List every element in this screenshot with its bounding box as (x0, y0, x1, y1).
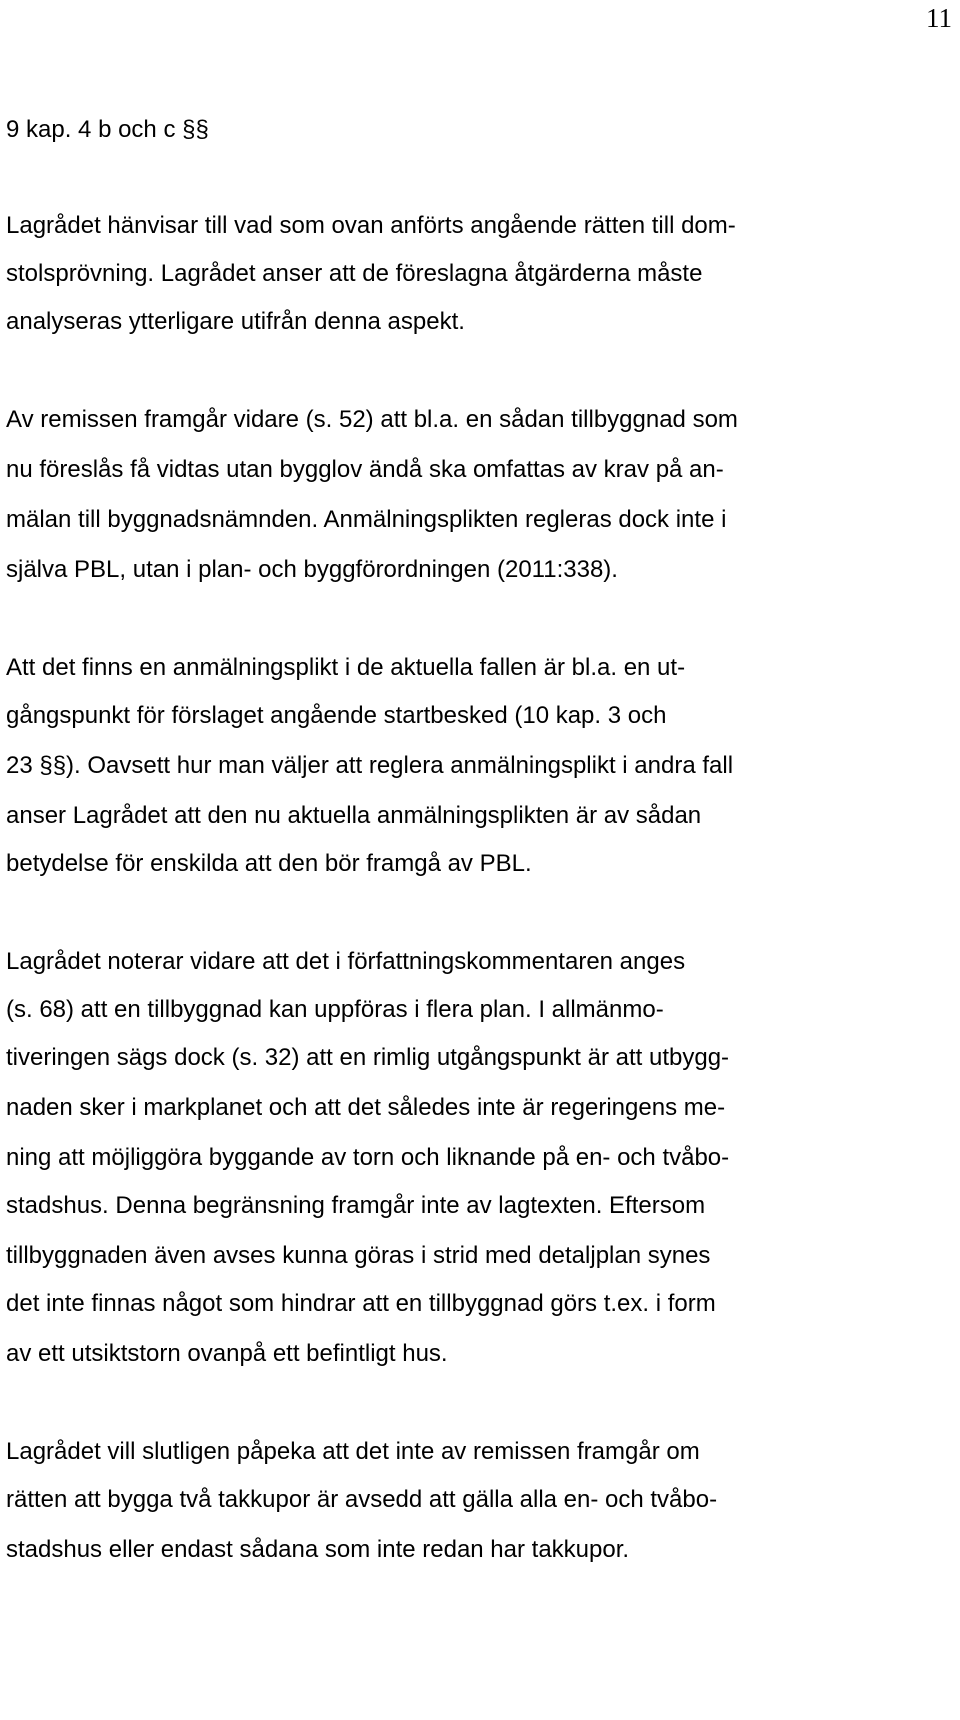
paragraph-2-line-1: Av remissen framgår vidare (s. 52) att bl.a. en sådan tillbyggnad som (6, 406, 738, 433)
paragraph-4-line-2: (s. 68) att en tillbyggnad kan uppföras i flera plan. I allmänmo- (6, 996, 664, 1023)
paragraph-1-line-1: Lagrådet hänvisar till vad som ovan anförts angående rätten till dom- (6, 212, 736, 239)
paragraph-3-line-3: 23 §§). Oavsett hur man väljer att reglera anmälningsplikt i andra fall (6, 752, 734, 779)
paragraph-1-line-3: analyseras ytterligare utifrån denna aspekt. (6, 308, 465, 335)
paragraph-4-line-8: det inte finnas något som hindrar att en tillbyggnad görs t.ex. i form (6, 1290, 716, 1317)
paragraph-3-line-1: Att det finns en anmälningsplikt i de aktuella fallen är bl.a. en ut- (6, 654, 686, 681)
paragraph-4-line-7: tillbyggnaden även avses kunna göras i strid med detaljplan synes (6, 1242, 711, 1269)
section-heading: 9 kap. 4 b och c §§ (6, 116, 209, 143)
paragraph-2-line-3: mälan till byggnadsnämnden. Anmälningsplikten regleras dock inte i (6, 506, 727, 533)
paragraph-3-line-5: betydelse för enskilda att den bör framgå av PBL. (6, 850, 532, 877)
paragraph-2-line-2: nu föreslås få vidtas utan bygglov ändå ska omfattas av krav på an- (6, 456, 724, 483)
paragraph-5-line-2: rätten att bygga två takkupor är avsedd att gälla alla en- och tvåbo- (6, 1486, 718, 1513)
paragraph-4-line-3: tiveringen sägs dock (s. 32) att en rimlig utgångspunkt är att utbygg- (6, 1044, 730, 1071)
paragraph-1-line-2: stolsprövning. Lagrådet anser att de föreslagna åtgärderna måste (6, 260, 703, 287)
paragraph-4-line-1: Lagrådet noterar vidare att det i författningskommentaren anges (6, 948, 686, 975)
paragraph-4-line-6: stadshus. Denna begränsning framgår inte av lagtexten. Eftersom (6, 1192, 706, 1219)
paragraph-4-line-4: naden sker i markplanet och att det således inte är regeringens me- (6, 1094, 726, 1121)
paragraph-3-line-4: anser Lagrådet att den nu aktuella anmälningsplikten är av sådan (6, 802, 702, 829)
page-number: 11 (926, 3, 952, 33)
paragraph-4-line-9: av ett utsiktstorn ovanpå ett befintligt hus. (6, 1340, 448, 1367)
paragraph-2-line-4: själva PBL, utan i plan- och byggförordningen (2011:338). (6, 556, 618, 583)
paragraph-4-line-5: ning att möjliggöra byggande av torn och liknande på en- och tvåbo- (6, 1144, 730, 1171)
paragraph-5-line-1: Lagrådet vill slutligen påpeka att det inte av remissen framgår om (6, 1438, 700, 1465)
paragraph-3-line-2: gångspunkt för förslaget angående startbesked (10 kap. 3 och (6, 702, 667, 729)
paragraph-5-line-3: stadshus eller endast sådana som inte redan har takkupor. (6, 1536, 630, 1563)
